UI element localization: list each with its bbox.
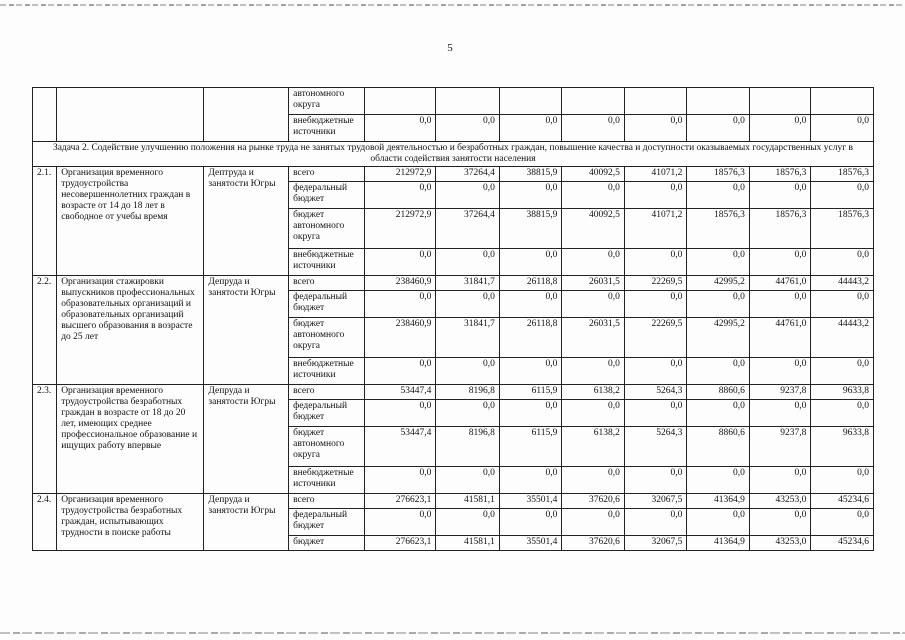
amount-cell: 0,0 bbox=[436, 467, 500, 494]
amount-cell: 42995,2 bbox=[687, 318, 750, 358]
amount-cell: 0,0 bbox=[364, 467, 436, 494]
amount-cell: 0,0 bbox=[436, 115, 500, 142]
amount-cell: 0,0 bbox=[562, 509, 625, 536]
amount-cell: 0,0 bbox=[562, 291, 625, 318]
amount-cell: 0,0 bbox=[436, 400, 500, 427]
amount-cell: 5264,3 bbox=[624, 427, 687, 467]
amount-cell: 0,0 bbox=[364, 115, 436, 142]
measure-name-cell bbox=[57, 88, 204, 142]
amount-cell: 0,0 bbox=[562, 249, 625, 276]
amount-cell: 0,0 bbox=[364, 358, 436, 385]
amount-cell: 8196,8 bbox=[436, 385, 500, 400]
amount-cell bbox=[499, 88, 562, 115]
amount-cell: 45234,6 bbox=[811, 536, 874, 551]
funding-source: федеральный бюджет bbox=[289, 291, 365, 318]
funding-source: внебюджетные источники bbox=[289, 249, 365, 276]
amount-cell: 41581,1 bbox=[436, 536, 500, 551]
amount-cell: 0,0 bbox=[687, 182, 750, 209]
amount-cell: 18576,3 bbox=[811, 209, 874, 249]
amount-cell bbox=[436, 88, 500, 115]
amount-cell: 0,0 bbox=[749, 291, 811, 318]
amount-cell: 41364,9 bbox=[687, 494, 750, 509]
amount-cell: 18576,3 bbox=[811, 167, 874, 182]
funding-source: всего bbox=[289, 167, 365, 182]
amount-cell: 41071,2 bbox=[624, 167, 687, 182]
amount-cell: 0,0 bbox=[499, 400, 562, 427]
amount-cell: 32067,5 bbox=[624, 536, 687, 551]
task-row bbox=[33, 142, 874, 167]
measure-number: 2.3. bbox=[33, 385, 57, 494]
funding-source: бюджет автономного округа bbox=[289, 209, 365, 249]
amount-cell: 0,0 bbox=[624, 467, 687, 494]
amount-cell: 0,0 bbox=[624, 249, 687, 276]
amount-cell: 0,0 bbox=[687, 249, 750, 276]
amount-cell: 44443,2 bbox=[811, 276, 874, 291]
amount-cell: 0,0 bbox=[499, 509, 562, 536]
amount-cell: 0,0 bbox=[624, 291, 687, 318]
amount-cell: 0,0 bbox=[499, 182, 562, 209]
funding-source: федеральный бюджет bbox=[289, 509, 365, 536]
amount-cell: 0,0 bbox=[749, 509, 811, 536]
amount-cell: 9633,8 bbox=[811, 385, 874, 400]
amount-cell bbox=[687, 88, 750, 115]
amount-cell: 9633,8 bbox=[811, 427, 874, 467]
amount-cell bbox=[811, 88, 874, 115]
budget-table bbox=[32, 87, 874, 551]
amount-cell: 0,0 bbox=[562, 400, 625, 427]
amount-cell: 0,0 bbox=[499, 358, 562, 385]
task-title: Задача 2. Содействие улучшению положения на рынке труда не занятых трудовой деятельностью и безработных граждан, повышение качества и доступности оказываемых государственных услуг в области содействия занятости населения bbox=[33, 142, 874, 167]
table-row bbox=[33, 167, 874, 182]
amount-cell: 6115,9 bbox=[499, 385, 562, 400]
amount-cell: 26031,5 bbox=[562, 276, 625, 291]
funding-source: внебюджетные источники bbox=[289, 115, 365, 142]
amount-cell: 0,0 bbox=[811, 358, 874, 385]
amount-cell bbox=[624, 88, 687, 115]
funding-source: всего bbox=[289, 385, 365, 400]
amount-cell: 37620,6 bbox=[562, 494, 625, 509]
amount-cell: 37264,4 bbox=[436, 209, 500, 249]
measure-name: Организация временного трудоустройства безработных граждан, испытывающих трудности в поиске работы bbox=[57, 494, 204, 551]
measure-name: Организация стажировки выпускников профессиональных образовательных организаций и образовательных организаций высшего образования в возрасте до 25 лет bbox=[57, 276, 204, 385]
measure-number: 2.1. bbox=[33, 167, 57, 276]
amount-cell: 238460,9 bbox=[364, 318, 436, 358]
measure-executor: Депруда и занятости Югры bbox=[204, 385, 289, 494]
amount-cell: 0,0 bbox=[811, 249, 874, 276]
amount-cell: 43253,0 bbox=[749, 494, 811, 509]
amount-cell: 0,0 bbox=[436, 291, 500, 318]
amount-cell: 0,0 bbox=[562, 182, 625, 209]
amount-cell: 0,0 bbox=[364, 291, 436, 318]
table-row bbox=[33, 88, 874, 115]
amount-cell: 41071,2 bbox=[624, 209, 687, 249]
amount-cell: 0,0 bbox=[436, 182, 500, 209]
amount-cell: 212972,9 bbox=[364, 209, 436, 249]
amount-cell bbox=[364, 88, 436, 115]
amount-cell: 0,0 bbox=[687, 467, 750, 494]
amount-cell: 41364,9 bbox=[687, 536, 750, 551]
amount-cell: 0,0 bbox=[749, 400, 811, 427]
amount-cell: 0,0 bbox=[364, 509, 436, 536]
amount-cell bbox=[562, 88, 625, 115]
amount-cell: 0,0 bbox=[499, 249, 562, 276]
amount-cell: 5264,3 bbox=[624, 385, 687, 400]
funding-source: внебюджетные источники bbox=[289, 467, 365, 494]
table-row bbox=[33, 276, 874, 291]
amount-cell: 0,0 bbox=[687, 358, 750, 385]
amount-cell: 0,0 bbox=[811, 115, 874, 142]
amount-cell: 0,0 bbox=[436, 358, 500, 385]
amount-cell: 26031,5 bbox=[562, 318, 625, 358]
measure-executor: Депруда и занятости Югры bbox=[204, 276, 289, 385]
funding-source: бюджет bbox=[289, 536, 365, 551]
amount-cell: 35501,4 bbox=[499, 536, 562, 551]
amount-cell: 0,0 bbox=[811, 509, 874, 536]
amount-cell: 0,0 bbox=[811, 400, 874, 427]
amount-cell: 37620,6 bbox=[562, 536, 625, 551]
amount-cell: 0,0 bbox=[749, 467, 811, 494]
amount-cell: 35501,4 bbox=[499, 494, 562, 509]
amount-cell: 22269,5 bbox=[624, 318, 687, 358]
amount-cell: 8860,6 bbox=[687, 385, 750, 400]
amount-cell: 31841,7 bbox=[436, 276, 500, 291]
amount-cell: 38815,9 bbox=[499, 209, 562, 249]
amount-cell: 26118,8 bbox=[499, 276, 562, 291]
amount-cell: 0,0 bbox=[624, 115, 687, 142]
amount-cell: 31841,7 bbox=[436, 318, 500, 358]
amount-cell: 8196,8 bbox=[436, 427, 500, 467]
amount-cell: 8860,6 bbox=[687, 427, 750, 467]
amount-cell: 212972,9 bbox=[364, 167, 436, 182]
amount-cell: 18576,3 bbox=[749, 209, 811, 249]
amount-cell: 0,0 bbox=[811, 182, 874, 209]
amount-cell: 0,0 bbox=[436, 249, 500, 276]
funding-source: бюджет автономного округа bbox=[289, 427, 365, 467]
amount-cell: 44761,0 bbox=[749, 276, 811, 291]
budget-table-body bbox=[33, 88, 874, 551]
amount-cell: 18576,3 bbox=[687, 167, 750, 182]
funding-source: федеральный бюджет bbox=[289, 400, 365, 427]
amount-cell: 0,0 bbox=[364, 400, 436, 427]
page-number: 5 bbox=[447, 42, 453, 54]
amount-cell: 0,0 bbox=[624, 182, 687, 209]
measure-number: 2.4. bbox=[33, 494, 57, 551]
amount-cell: 0,0 bbox=[687, 115, 750, 142]
amount-cell: 0,0 bbox=[624, 509, 687, 536]
measure-executor: Дептруда и занятости Югры bbox=[204, 167, 289, 276]
amount-cell: 0,0 bbox=[562, 358, 625, 385]
amount-cell: 45234,6 bbox=[811, 494, 874, 509]
amount-cell: 276623,1 bbox=[364, 536, 436, 551]
amount-cell: 238460,9 bbox=[364, 276, 436, 291]
amount-cell: 40092,5 bbox=[562, 209, 625, 249]
amount-cell: 42995,2 bbox=[687, 276, 750, 291]
amount-cell: 0,0 bbox=[687, 400, 750, 427]
measure-number: 2.2. bbox=[33, 276, 57, 385]
amount-cell: 40092,5 bbox=[562, 167, 625, 182]
funding-source: бюджет автономного округа bbox=[289, 318, 365, 358]
amount-cell: 0,0 bbox=[499, 115, 562, 142]
amount-cell: 26118,8 bbox=[499, 318, 562, 358]
measure-number-cell bbox=[33, 88, 57, 142]
amount-cell: 9237,8 bbox=[749, 427, 811, 467]
amount-cell: 43253,0 bbox=[749, 536, 811, 551]
funding-source: федеральный бюджет bbox=[289, 182, 365, 209]
funding-source: автономного округа bbox=[289, 88, 365, 115]
amount-cell: 37264,4 bbox=[436, 167, 500, 182]
amount-cell: 44761,0 bbox=[749, 318, 811, 358]
amount-cell: 9237,8 bbox=[749, 385, 811, 400]
amount-cell: 53447,4 bbox=[364, 427, 436, 467]
amount-cell: 22269,5 bbox=[624, 276, 687, 291]
amount-cell: 38815,9 bbox=[499, 167, 562, 182]
amount-cell: 276623,1 bbox=[364, 494, 436, 509]
amount-cell: 0,0 bbox=[811, 291, 874, 318]
amount-cell: 0,0 bbox=[499, 467, 562, 494]
table-row bbox=[33, 494, 874, 509]
amount-cell bbox=[749, 88, 811, 115]
amount-cell: 0,0 bbox=[749, 115, 811, 142]
amount-cell: 0,0 bbox=[499, 291, 562, 318]
amount-cell: 6138,2 bbox=[562, 427, 625, 467]
amount-cell: 0,0 bbox=[562, 467, 625, 494]
amount-cell: 0,0 bbox=[364, 182, 436, 209]
amount-cell: 0,0 bbox=[624, 400, 687, 427]
amount-cell: 0,0 bbox=[436, 509, 500, 536]
amount-cell: 0,0 bbox=[687, 291, 750, 318]
measure-name: Организация временного трудоустройства несовершеннолетних граждан в возрасте от 14 до 18 лет в свободное от учебы время bbox=[57, 167, 204, 276]
funding-source: всего bbox=[289, 494, 365, 509]
amount-cell: 0,0 bbox=[364, 249, 436, 276]
amount-cell: 0,0 bbox=[562, 115, 625, 142]
executor-cell bbox=[204, 88, 289, 142]
amount-cell: 0,0 bbox=[749, 249, 811, 276]
amount-cell: 32067,5 bbox=[624, 494, 687, 509]
scan-edge-bottom bbox=[0, 632, 905, 634]
amount-cell: 0,0 bbox=[687, 509, 750, 536]
amount-cell: 41581,1 bbox=[436, 494, 500, 509]
amount-cell: 53447,4 bbox=[364, 385, 436, 400]
amount-cell: 44443,2 bbox=[811, 318, 874, 358]
scan-edge-top bbox=[0, 4, 905, 6]
amount-cell: 0,0 bbox=[749, 358, 811, 385]
amount-cell: 0,0 bbox=[749, 182, 811, 209]
funding-source: внебюджетные источники bbox=[289, 358, 365, 385]
measure-executor: Депруда и занятости Югры bbox=[204, 494, 289, 551]
measure-name: Организация временного трудоустройства безработных граждан в возрасте от 18 до 20 лет, имеющих среднее профессиональное образование и ищущих работу впервые bbox=[57, 385, 204, 494]
amount-cell: 0,0 bbox=[811, 467, 874, 494]
amount-cell: 18576,3 bbox=[749, 167, 811, 182]
table-row bbox=[33, 385, 874, 400]
funding-source: всего bbox=[289, 276, 365, 291]
amount-cell: 6115,9 bbox=[499, 427, 562, 467]
amount-cell: 6138,2 bbox=[562, 385, 625, 400]
amount-cell: 18576,3 bbox=[687, 209, 750, 249]
amount-cell: 0,0 bbox=[624, 358, 687, 385]
